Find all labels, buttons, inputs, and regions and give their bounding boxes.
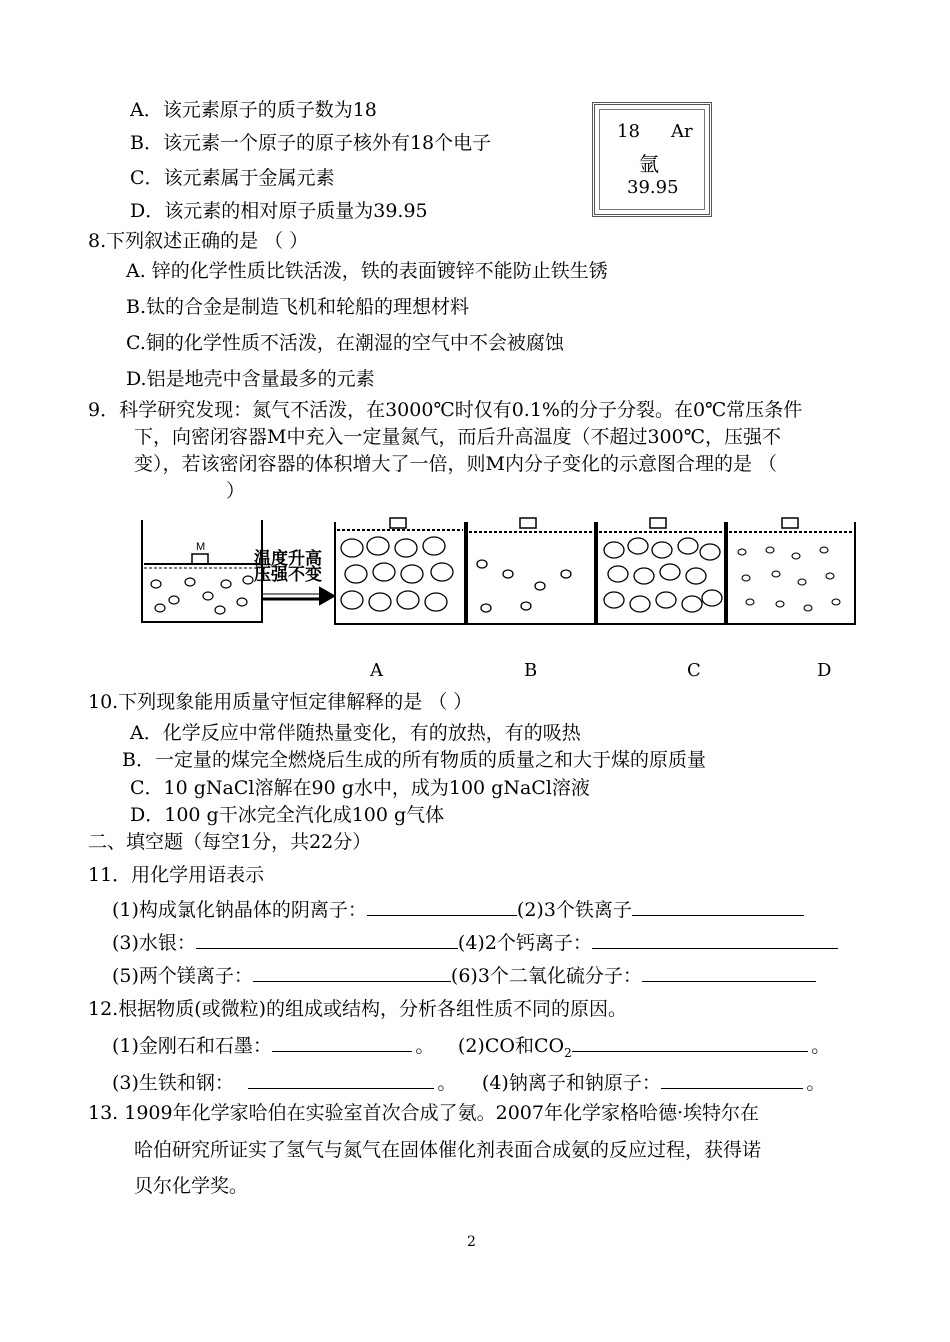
q9-line-3: 变），若该密闭容器的体积增大了一倍，则M内分子变化的示意图合理的是 （: [134, 453, 777, 475]
m-label: M: [196, 541, 206, 553]
answer-blank-4[interactable]: [592, 930, 838, 949]
q11-stem: 11．用化学用语表示: [88, 864, 265, 886]
q11-item-3: (3)水银：: [112, 932, 196, 954]
q11-item-1: (1)构成氯化钠晶体的阴离子：: [112, 899, 367, 921]
answer-blank-1[interactable]: [367, 897, 517, 916]
q11-row-1: [112, 897, 804, 922]
section-heading: 二、填空题（每空1分，共22分）: [88, 831, 372, 853]
q10-stem: 10.下列现象能用质量守恒定律解释的是 （ ）: [88, 691, 473, 713]
q12-stem: 12.根据物质(或微粒)的组成或结构，分析各组性质不同的原因。: [88, 998, 628, 1020]
answer-blank-6[interactable]: [642, 963, 816, 982]
element-name: 氩: [639, 152, 659, 176]
arrow-label-1: 温度升高: [254, 549, 322, 569]
q8-option-b: B.钛的合金是制造飞机和轮船的理想材料: [126, 296, 470, 318]
container-b: [467, 522, 595, 624]
answer-blank-2[interactable]: [632, 897, 804, 916]
period-1: 。: [415, 1035, 435, 1057]
q7-option-d: D．该元素的相对原子质量为39.95: [130, 200, 428, 222]
q11-item-6: (6)3个二氧化硫分子：: [450, 965, 642, 987]
q8-option-d: D.铝是地壳中含量最多的元素: [126, 368, 375, 390]
element-symbol: Ar: [671, 121, 693, 142]
element-card: [592, 102, 712, 217]
q11-row-2: [112, 930, 838, 955]
q12-item-3: (3)生铁和钢：: [112, 1072, 234, 1094]
q9-line-1: 9．科学研究发现：氮气不活泼，在3000℃时仅有0.1%的分子分裂。在0℃常压条件: [88, 399, 803, 421]
q7-option-c: C．该元素属于金属元素: [130, 167, 335, 189]
period-3: 。: [437, 1072, 457, 1094]
q7-option-b: B．该元素一个原子的原子核外有18个电子: [130, 132, 492, 154]
option-label-c: C: [687, 660, 701, 681]
answer-blank-10[interactable]: [661, 1070, 803, 1089]
option-label-a: A: [370, 660, 383, 681]
q9-line-4: ）: [226, 480, 246, 502]
q8-option-a: A. 锌的化学性质比铁活泼，铁的表面镀锌不能防止铁生锈: [126, 260, 608, 282]
option-label-d: D: [817, 660, 832, 681]
q11-item-2: (2)3个铁离子: [516, 899, 632, 921]
answer-blank-8[interactable]: [572, 1033, 808, 1052]
co2-subscript: 2: [564, 1045, 572, 1060]
answer-blank-3[interactable]: [196, 930, 458, 949]
answer-blank-9[interactable]: [248, 1070, 434, 1089]
answer-blank-5[interactable]: [253, 963, 451, 982]
q11-row-3: [112, 963, 816, 988]
q13-line-3: 贝尔化学奖。: [134, 1175, 249, 1197]
q12-row-2: [112, 1070, 829, 1095]
q13-line-2: 哈伯研究所证实了氢气与氮气在固体催化剂表面合成氨的反应过程，获得诺: [134, 1139, 762, 1161]
page-number: 2: [467, 1234, 476, 1250]
q10-option-a: A．化学反应中常伴随热量变化，有的放热，有的吸热: [130, 722, 581, 744]
period-4: 。: [806, 1072, 826, 1094]
element-mass: 39.95: [627, 177, 679, 198]
q12-item-1: (1)金刚石和石墨：: [112, 1035, 272, 1057]
q11-item-5: (5)两个镁离子：: [112, 965, 253, 987]
container-d: [727, 522, 855, 624]
q11-item-4: (4)2个钙离子：: [457, 932, 592, 954]
option-label-b: B: [524, 660, 538, 681]
arrow-label-2: 压强不变: [254, 565, 322, 585]
period-2: 。: [811, 1035, 831, 1057]
element-number: 18: [617, 121, 640, 142]
q12-row-1: [112, 1033, 834, 1065]
q12-item-2: (2)CO和CO: [457, 1035, 565, 1057]
q12-item-4: (4)钠离子和钠原子：: [481, 1072, 661, 1094]
q9-line-2: 下，向密闭容器M中充入一定量氮气，而后升高温度（不超过300℃，压强不: [134, 426, 781, 448]
container-m: [142, 520, 262, 622]
q10-option-c: C．10 gNaCl溶解在90 g水中，成为100 gNaCl溶液: [130, 777, 590, 799]
q8-stem: 8.下列叙述正确的是 （ ）: [88, 230, 309, 252]
q10-option-b: B．一定量的煤完全燃烧后生成的所有物质的质量之和大于煤的原质量: [122, 749, 706, 771]
q8-option-c: C.铜的化学性质不活泼，在潮湿的空气中不会被腐蚀: [126, 332, 564, 354]
q13-line-1: 13. 1909年化学家哈伯在实验室首次合成了氨。2007年化学家格哈德·埃特尔在: [88, 1102, 760, 1124]
q10-option-d: D．100 g干冰完全汽化成100 g气体: [130, 804, 445, 826]
answer-blank-7[interactable]: [272, 1033, 412, 1052]
q7-option-a: A．该元素原子的质子数为18: [130, 99, 377, 121]
molecule-diagram: [130, 512, 870, 632]
